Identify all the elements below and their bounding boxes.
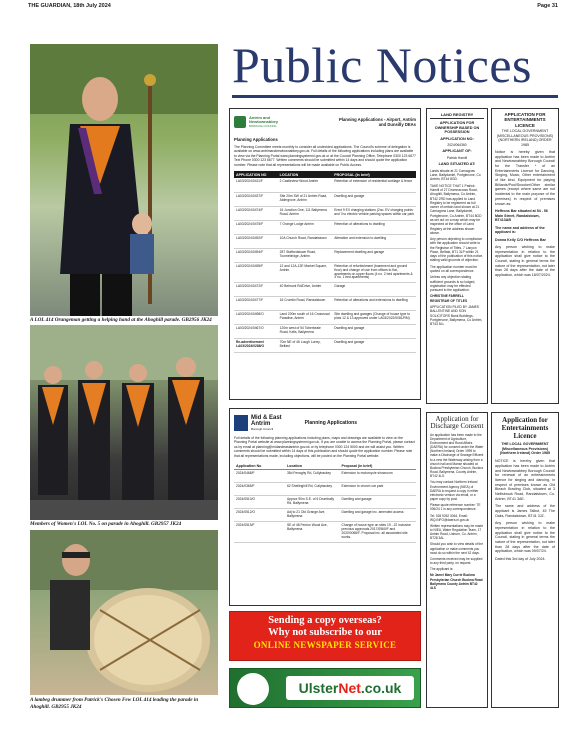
column-header: Location — [285, 462, 340, 470]
council-name-line1: Antrim and — [249, 114, 271, 120]
advert-line-3: ONLINE NEWSPAPER SERVICE — [253, 640, 397, 651]
council-name — [249, 116, 278, 129]
page-header — [28, 3, 558, 13]
photo-womens-lol-parade — [30, 325, 218, 520]
table-row — [234, 262, 416, 283]
discharge-para-6: Comments received may be supplied to any third party, on request. — [430, 556, 483, 566]
application-no: LA03/2024/0492/F — [234, 234, 278, 248]
discharge-para-3: Please quote reference number: TE 006/24 1 in any correspondence. — [430, 503, 481, 512]
proposal: Garage — [332, 283, 416, 297]
council-crest-icon — [234, 415, 248, 431]
antrim-planning-notice — [229, 108, 421, 400]
column-header: LOCATION — [278, 171, 333, 178]
ent1-subtitle: THE LOCAL GOVERNMENT (MISCELLANEOUS PROVISIONS) (NORTHERN IRELAND) ORDER 1985 — [496, 129, 554, 147]
application-no: 2024/0365/F — [234, 483, 285, 496]
ent2-para-1: NOTICE is hereby given that application has been made to Antrim and Newtownabbey Borough Council for renewal of an entertainments licence for singing and dancing, in respect of premises known as Old Bleach Bowling Club, situated at 3 Neillsbrook Road, Randalstown, Co. Antrim, BT41 3AE. — [495, 459, 555, 501]
ent1-para-1: Notice is hereby given that application has been made to Antrim and Newtownabbey Borough Council for the Transfer * of an Entertainments Licence for Dancing, Singing, Music, Other entertainment of like kind, Equipment for playing Billiards/Pool/Snooker/Other similar games (except where same are not incidental to the main purpose of the premises) in respect of premises known as: — [495, 150, 555, 206]
column-header: Application No — [234, 462, 285, 470]
table-row — [234, 192, 416, 206]
land-registry-header: LAND REGISTRY — [430, 112, 484, 119]
appno-value: 2024/064360 — [447, 143, 467, 148]
mea-name-line2: Antrim — [251, 421, 271, 427]
proposal: Site dwelling and garages (Change of house type to plots 12 & 13 approved under LA03/2022/0081/RM) — [332, 311, 416, 325]
ulsternet-part3: .co.uk — [360, 680, 402, 696]
ent1-title: APPLICATION FOR ENTERTAINMENTS LICENCE — [504, 112, 546, 128]
planning-dept-title: Planning Applications - Airport, Antrim and Dunsilly DEAs — [338, 116, 416, 127]
applicant-label: APPLICANT OF: — [442, 149, 472, 154]
photo-caption-3: A lambeg drummer from Patrick's Chosen Few LOL 414 leading the parade in Ahoghill. GB2955 JK24 — [30, 697, 199, 710]
land-label: LAND SITUATED AT: — [438, 162, 476, 167]
ent2-title: Application for Entertainments Licence — [501, 416, 549, 441]
mea-header — [234, 413, 416, 433]
newspaper-dateline: THE GUARDIAN, 18th July 2024 — [28, 3, 111, 9]
lodged-by: APPLICATION FILED BY JAMES BALLENTINE AND SON SOLICITORS Bank Buildings, Portglenone, Ballymena, Co Antrim, BT43 5LL — [430, 305, 483, 327]
mea-name-sub: Borough Council — [251, 427, 274, 431]
mid-east-antrim-planning-notice — [229, 408, 421, 606]
location: 35d Fenaghy Rd, Cullybackey — [285, 470, 340, 483]
discharge-contact: Tel: 028 9262 3064, Email: WQ.INFO@daera-ni.gov.uk — [430, 513, 469, 522]
mea-name-line1: Mid & East — [251, 415, 282, 421]
land-para-3: The application number must be quoted on all correspondence. — [430, 264, 478, 274]
ulsternet-part1: Ulster — [298, 680, 339, 696]
discharge-para-1: An application has been made to the Department of Agriculture, Environment and Rural Affairs (DAERA) for consent under the Water (Northern Ireland) Order 1999 to make a Discharge of Sewage Effluent to a new the Waterway arising from a church hall and Manse situated at Buckna Presbyterian Church, Buckna Road, Ballymena, County Antrim, BT42 4LS. — [430, 432, 484, 479]
subscription-advert[interactable] — [229, 611, 421, 661]
title-underline — [232, 95, 558, 98]
proposal: Extension to church car park — [340, 483, 416, 496]
discharge-para-5: Should you wish to view details of the application or make comments you must do so within the next 42 days. — [430, 542, 483, 555]
application-no: LA03/2024/0437/F — [234, 192, 278, 206]
ent1-para-2: Any person wishing to make representation in relation to the application shall give notice to the Council, stating in general terms the nature of the representation, not later than 28 days after the date of the application, which was 18/07/2024. — [495, 245, 555, 278]
location: 12 and 12A-12E Market Square, Antrim — [278, 262, 333, 283]
application-no: Re-advertisement LA03/2024/0286/O — [234, 339, 278, 353]
land-para-4: Unless any objection stating sufficient grounds is so lodged, registration may be effected pursuant to the application. — [430, 275, 476, 293]
table-row — [234, 234, 416, 248]
table-row — [234, 248, 416, 262]
mea-applications-table — [234, 462, 416, 543]
mea-title: Planning Applications — [304, 420, 357, 426]
ent2-subtitle: THE LOCAL GOVERNMENT (Miscellaneous Provisions) (Northern Ireland) Order 1985 — [499, 442, 551, 456]
discharge-para-2: You may contact Northern Ireland Environment Agency (NIEA) of DAERA to request a copy in either electronic version via email, or a paper copy by post. — [430, 480, 479, 502]
application-no: LA03/2024/0474/F — [234, 206, 278, 220]
proposal: Extension to motorcycle showroom — [340, 470, 416, 483]
proposal: Retention of refurbishment (basement and ground floor) and change of use from offices to flat, apartments on upper floors (4 no. 2 bed apartments & 3 no. 1 bed apartments) — [332, 262, 416, 283]
proposal: Dwelling and garage — [332, 339, 416, 353]
photo-caption-2: Members of Women's LOL No. 5 on parade in Ahoghill. GB2957 JK24 — [30, 521, 182, 527]
ulsternet-banner[interactable] — [229, 668, 421, 708]
proposal: Dwelling and garage inc. amended access — [340, 509, 416, 522]
land-value: Lands situate at 21 Carnagrow Lane, Ballydaniel, Portglenone, Co Antrim, BT44 8GD. — [430, 168, 481, 182]
proposal: Alteration and extension to dwelling — [332, 234, 416, 248]
land-para-2: Any person objecting to compliance with the application should write to the Registrar of Titles, 7 Lanyon Place, Belfast, BT1 3LP within 21 days of the publication of this notice, stating valid grounds of objection. — [430, 237, 484, 263]
column-header: APPLICATION NO — [234, 171, 278, 178]
table-row — [234, 220, 416, 234]
ulster-globe-icon — [237, 673, 269, 705]
application-no: 2024/0468/F — [234, 470, 285, 483]
table-row — [234, 470, 416, 483]
location: 2 Castleview Wood Antrim — [278, 178, 333, 192]
table-row — [234, 178, 416, 192]
council-name-sub: BOROUGH COUNCIL — [249, 124, 277, 129]
application-no: 2024/0515/F — [234, 522, 285, 543]
table-row — [234, 283, 416, 297]
column-header: Proposal (in brief) — [340, 462, 416, 470]
location: SE of 48 Fenton Wood Ave, Ballymena — [285, 522, 340, 543]
application-no: LA03/2024/0477/F — [234, 297, 278, 311]
mea-intro: Full details of the following planning applications including plans, maps and drawings are available to view on the Planning Portal website at www.planningsystemni.gov.uk. If you are unable to access the Planning Portal, please contact us by email at planning@midandeastantrim.gov.uk or by telephone 0300 124 5000 and we will assist you. Written comments should be submitted within 14 days of this publication and should quote the application number. Please note that all representations made, including objections, will be posted on the Planning Portal website. — [234, 436, 415, 458]
application-no: LA03/2024/0494/F — [234, 248, 278, 262]
application-no: LA03/2024/0411/F — [234, 178, 278, 192]
table-row — [234, 297, 416, 311]
entertainments-licence-notice-1 — [491, 108, 559, 404]
table-row — [234, 496, 416, 509]
proposal: Dwelling and garage — [332, 192, 416, 206]
appno-label: APPLICATION NO: — [440, 136, 474, 141]
application-no: 2024/0510/O — [234, 496, 285, 509]
location: 120m west of 54 Toberkeale Road, Kells, Ballymena — [278, 325, 333, 339]
application-no: LA03/2024/0475/F — [234, 220, 278, 234]
application-no: LA03/2024/0495/F — [234, 262, 278, 283]
column-header: PROPOSAL (In brief) — [332, 171, 416, 178]
entertainments-licence-notice-2 — [491, 412, 559, 708]
ent2-para-2: The name and address of the applicant is James Talbot, 45 The Oaks, Randalstown, BT41 3JZ. — [495, 504, 555, 518]
advert-line-1: Sending a copy overseas? — [268, 615, 382, 626]
advert-line-2: Why not subscribe to our — [268, 626, 382, 638]
section-heading: Planning Applications — [234, 137, 278, 142]
location: 10A Church Road, Randalstown — [278, 234, 333, 248]
table-row — [234, 339, 416, 353]
discharge-applicant: Mr Jamei Mary Currie Buckna Presbyterian Church Buckna Road Ballymena County Antrim BT42 4LS — [430, 573, 483, 590]
ulsternet-logo — [286, 676, 414, 700]
location: Adj to 21 Old Grange Ave, Ballymena — [285, 509, 340, 522]
mea-council-name — [251, 415, 282, 431]
proposal: Retention of alterations to dwelling — [332, 220, 416, 234]
council-logo-icon — [234, 116, 246, 128]
photo-orangeman-parade — [30, 44, 218, 316]
location: 16 Crumlin Road, Randalstown — [278, 297, 333, 311]
registrar-signature: CHRISTINE FARRELL REGISTRAR OF TITLES — [430, 294, 468, 303]
location: 62 Shellinghill Rd, Cullybackey — [285, 483, 340, 496]
location: 287 Staffordstown Road, Toomebridge, Antrim — [278, 248, 333, 262]
table-row — [234, 522, 416, 543]
land-registry-title: APPLICATION FOR OWNERSHIP BASED ON POSSESSION — [434, 121, 480, 135]
photo-caption-1: A LOL 414 Orangeman getting a helping hand at the Ahoghill parade. GB2956 JK24 — [30, 317, 212, 323]
table-row — [234, 325, 416, 339]
application-no: LA03/2024/0498/O — [234, 311, 278, 325]
land-registry-notice — [426, 108, 488, 404]
ent1-applicant-label: The name and address of the applicant is: — [495, 225, 545, 235]
proposal: Change of house type on sites 19 - 22 inclusive previous approvals 2017/0560/F and 2020/0066/F. Proposal inc. all associated site works. — [340, 522, 416, 543]
location: 40 Belmont Rd/Drive, Antrim — [278, 283, 333, 297]
location: Site 20m SW of 21 Antrim Road, Aldergrove, Antrim — [278, 192, 333, 206]
proposal: Dwelling and garage — [340, 496, 416, 509]
applicant-value: Patrick Hamill — [446, 156, 468, 161]
proposal: Retention of extension of residential curtilage & fence — [332, 178, 416, 192]
land-para-1: TAKE NOTICE THAT 1 Patrick Hamill of 27 Drumnacross Road, Ahoghill, Ballymena, Co Antrim, BT42 2RD has applied to Land Registry to be registered as full owner of certain land shown at 21 Carnagrow Lane, Ballydaniel, Portglenone, Co Antrim, BT44 8GD as set out on a map which may be inspected at the office of Land Registry at the address shown above. — [430, 183, 482, 235]
table-row — [234, 483, 416, 496]
ulsternet-part2: Net — [338, 680, 361, 696]
page-number: Page 31 — [537, 3, 558, 9]
page-title: Public Notices — [232, 37, 533, 93]
discharge-consent-notice — [426, 412, 488, 708]
location: Land 200m south of 16 Crossroad Paradise, Antrim — [278, 311, 333, 325]
proposal: Retention of alterations and extensions to dwelling — [332, 297, 416, 311]
table-row — [234, 509, 416, 522]
antrim-header — [234, 113, 416, 131]
ent1-applicant: Donna Kelly C/O Heffrons Bar — [495, 237, 546, 242]
planning-intro: The Planning Committee meets monthly to consider all undecided applications. The Council's scheme of delegation is available on www.antrimandnewtownabbey.gov.uk. Full details of the following applications including plans are available to view via the Planning Portal www.planningsystemni.gov.uk or at the Council Planning Office, Telephone 0300 123 6677 Text Phone 0300 123 6677. Written comments should be submitted within 14 days and should quote the application number. Please note that all representations will be made available on Public Access. — [234, 145, 416, 167]
location: 7 Orange Lodge Antrim — [278, 220, 333, 234]
planning-applications-table — [234, 171, 416, 353]
application-no: 2024/0512/O — [234, 509, 285, 522]
application-no: LA03/2024/0467/O — [234, 325, 278, 339]
ent2-para-3: Any person wishing to make representation in relation to the application shall give notice to the Council, stating in general terms the nature of the representation, not later than 28 days after the date of application, which was 09/07/24. — [495, 521, 555, 554]
table-row — [234, 311, 416, 325]
ent1-premises: Heffrons Bar situated at 54 - 56 Main Street, Randalstown, BT413AB — [495, 209, 548, 223]
discharge-applicant-label: The applicant is: — [430, 567, 454, 572]
discharge-para-4: Written representations may be made to NIEA, Water Regulation Team, 17 Antrim Road, Lisburn, Co. Antrim, BT28 3AL — [430, 523, 484, 541]
location: 16 Junction One, 111 Ballymena Road, Antrim — [278, 206, 333, 220]
location: Approx 90m S.E. of 6 Drumbally Rd, Ballymena — [285, 496, 340, 509]
application-no: LA03/2024/0472/F — [234, 283, 278, 297]
council-name-line2: Newtownabbey — [249, 119, 279, 124]
photo-lambeg-drummer — [30, 530, 218, 695]
ent2-para-4: Dated this 3rd day of July 2024. — [495, 556, 546, 561]
location: 70m NE of 46 Lough Loney, Belfast — [278, 339, 333, 353]
proposal: Dwelling and garage — [332, 325, 416, 339]
proposal: Replacement dwelling and garage — [332, 248, 416, 262]
table-row — [234, 206, 416, 220]
discharge-title: Application for Discharge Consent — [430, 415, 484, 431]
proposal: Erect 9 EV charging stations (2no. EV charging points and 7no electric vehicle parking spaces within car park — [332, 206, 416, 220]
